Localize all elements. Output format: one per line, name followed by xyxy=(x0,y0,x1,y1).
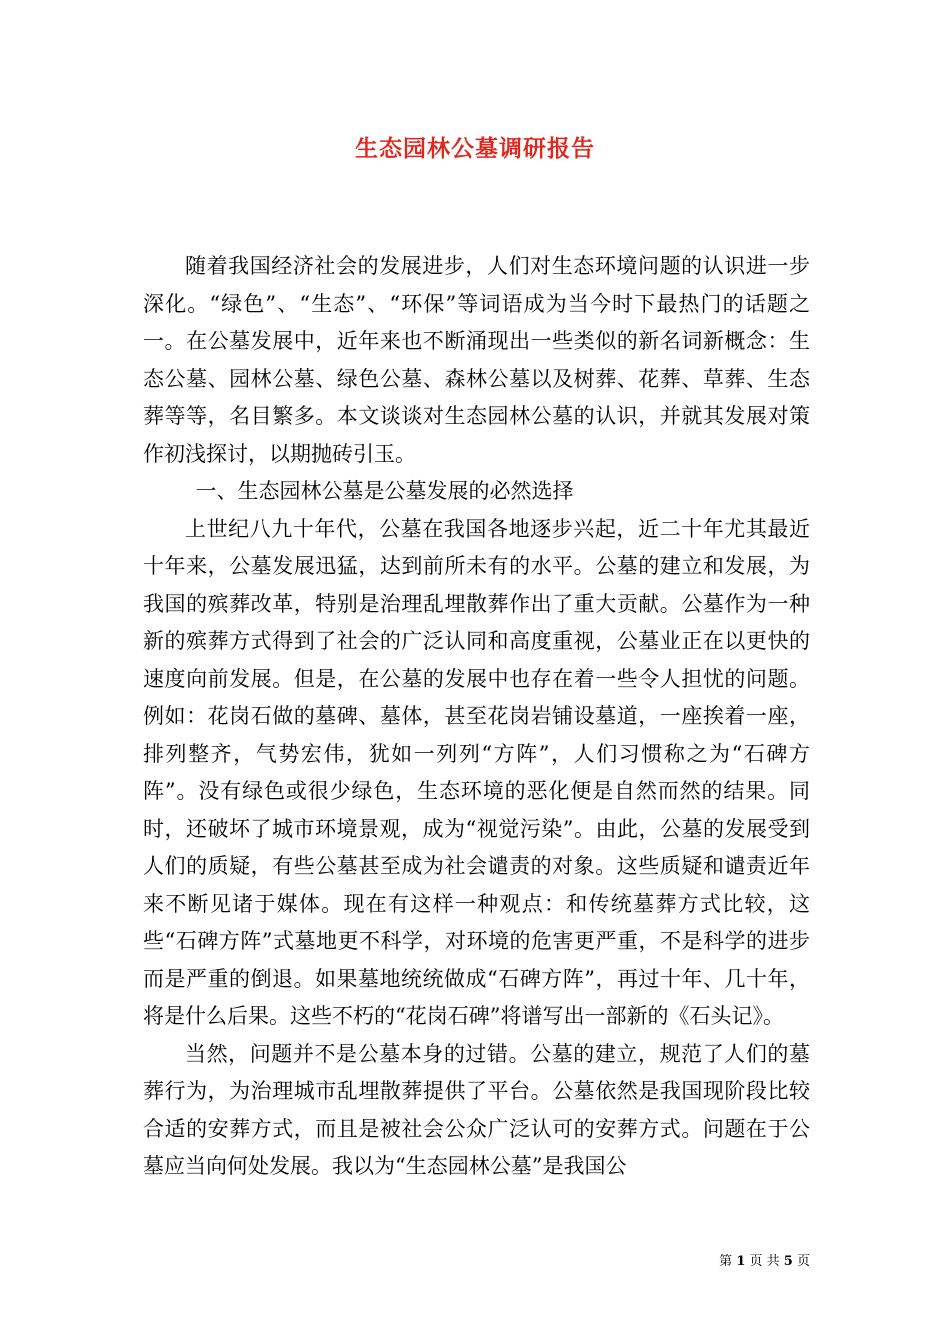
footer-total-pages: 5 xyxy=(783,1254,793,1269)
footer-middle: 页 共 xyxy=(749,1254,780,1269)
paragraph-intro: 随着我国经济社会的发展进步，人们对生态环境问题的认识进一步深化。“绿色”、“生态”、“环保”等词语成为当今时下最热门的话题之一。在公墓发展中，近年来也不断涌现出一些类似的新名词新概念：生态公墓、园林公墓、绿色公墓、森林公墓以及树葬、花葬、草葬、生态葬等等，名目繁多。本文谈谈对生态园林公墓的认识，并就其发展对策作初浅探讨，以期抛砖引玉。 xyxy=(143,254,810,466)
footer-current-page: 1 xyxy=(736,1254,746,1269)
footer-suffix: 页 xyxy=(796,1254,810,1269)
section-heading-1: 一、生态园林公墓是公墓发展的必然选择 xyxy=(195,479,574,503)
footer-prefix: 第 xyxy=(719,1254,733,1269)
page-number-footer xyxy=(690,1250,810,1269)
document-title: 生态园林公墓调研报告 xyxy=(355,135,595,162)
paragraph-problem: 当然，问题并不是公墓本身的过错。公墓的建立，规范了人们的墓葬行为，为治理城市乱埋散葬提供了平台。公墓依然是我国现阶段比较合适的安葬方式，而且是被社会公众广泛认可的安葬方式。问题在于公墓应当向何处发展。我以为“生态园林公墓”是我国公 xyxy=(143,1041,810,1178)
paragraph-history: 上世纪八九十年代，公墓在我国各地逐步兴起，近二十年尤其最近十年来，公墓发展迅猛，达到前所未有的水平。公墓的建立和发展，为我国的殡葬改革，特别是治理乱埋散葬作出了重大贡献。公墓作为一种新的殡葬方式得到了社会的广泛认同和高度重视，公墓业正在以更快的速度向前发展。但是，在公墓的发展中也存在着一些令人担忧的问题。例如：花岗石做的墓碑、墓体，甚至花岗岩铺设墓道，一座挨着一座，排列整齐，气势宏伟，犹如一列列“方阵”，人们习惯称之为“石碑方阵”。没有绿色或很少绿色，生态环境的恶化便是自然而然的结果。同时，还破坏了城市环境景观，成为“视觉污染”。由此，公墓的发展受到人们的质疑，有些公墓甚至成为社会谴责的对象。这些质疑和谴责近年来不断见诸于媒体。现在有这样一种观点：和传统墓葬方式比较，这些“石碑方阵”式墓地更不科学，对环境的危害更严重，不是科学的进步而是严重的倒退。如果墓地统统做成“石碑方阵”，再过十年、几十年，将是什么后果。这些不朽的“花岗石碑”将谱写出一部新的《石头记》。 xyxy=(143,516,810,1028)
document-body xyxy=(143,248,810,1186)
